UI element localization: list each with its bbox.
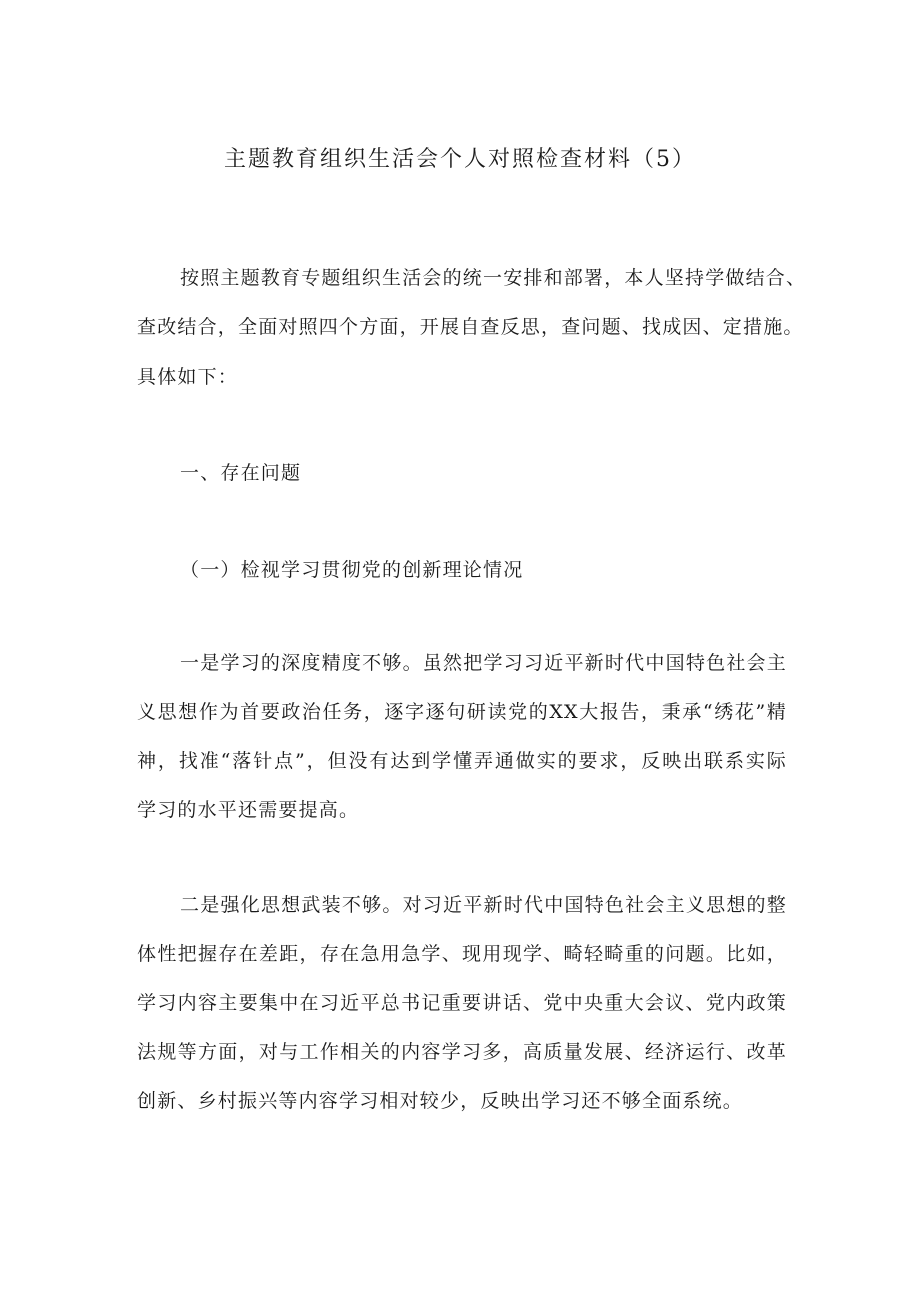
para1-line-2: 义思想作为首要政治任务，逐字逐句研读党的XX大报告，秉承“绣花”精	[137, 701, 787, 723]
intro-line-3: 具体如下：	[137, 366, 239, 388]
intro-line-2: 查改结合，全面对照四个方面，开展自查反思，查问题、找成因、定措施。	[137, 316, 804, 338]
para2-line-1: 二是强化思想武装不够。对习近平新时代中国特色社会主义思想的整	[180, 894, 787, 916]
para1-line-3: 神，找准“落针点”，但没有达到学懂弄通做实的要求，反映出联系实际	[137, 750, 787, 772]
intro-line-1: 按照主题教育专题组织生活会的统一安排和部署，本人坚持学做结合、	[180, 267, 807, 289]
section-heading: 一、存在问题	[180, 462, 302, 484]
para1-line-1: 一是学习的深度精度不够。虽然把学习习近平新时代中国特色社会主	[180, 652, 787, 674]
para1-line-4: 学习的水平还需要提高。	[137, 799, 360, 821]
para2-line-4: 法规等方面，对与工作相关的内容学习多，高质量发展、经济运行、改革	[137, 1041, 787, 1063]
para2-line-2: 体性把握存在差距，存在急用急学、现用现学、畸轻畸重的问题。比如，	[137, 943, 787, 965]
document-title: 主题教育组织生活会个人对照检查材料（5）	[224, 147, 696, 172]
para2-line-5: 创新、乡村振兴等内容学习相对较少，反映出学习还不够全面系统。	[137, 1090, 744, 1112]
para2-line-3: 学习内容主要集中在习近平总书记重要讲话、党中央重大会议、党内政策	[137, 992, 787, 1014]
subsection-heading: （一）检视学习贯彻党的创新理论情况	[180, 559, 524, 581]
